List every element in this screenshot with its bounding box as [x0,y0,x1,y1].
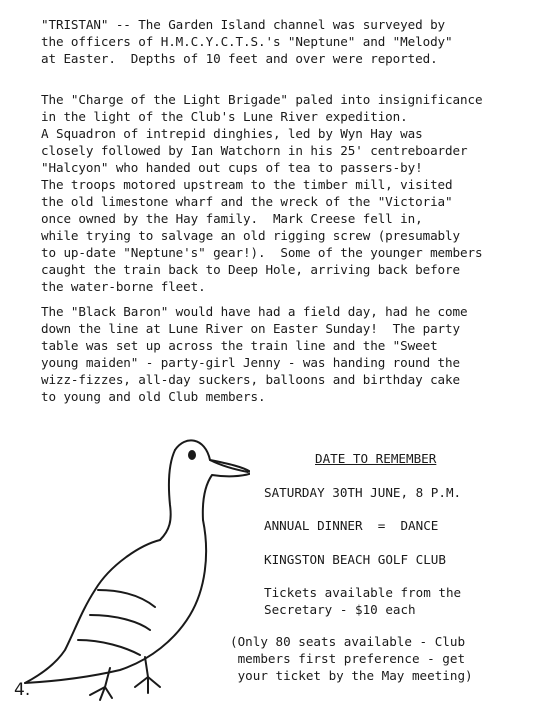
event-date: SATURDAY 30TH JUNE, 8 P.M. [264,485,462,500]
tristan-paragraph: "TRISTAN" -- The Garden Island channel was surveyed by the officers of H.M.C.Y.C.T.S.'s "Neptune" and "Melody" at Easter. Depths of 10 feet and over were reported. [41,17,453,66]
black-baron-paragraph: The "Black Baron" would have had a field day, had he come down the line at Lune River on Easter Sunday! The party table was set up across the train line and the "Sweet young maiden" - party-girl Jenny - was handing round the wizz-fizzes, all-day suckers, balloons and birthday cake to young and old Club members. [41,304,468,404]
seagull-drawing-icon [20,425,250,705]
event-description: ANNUAL DINNER = DANCE [264,518,439,533]
date-to-remember-heading: DATE TO REMEMBER [315,451,437,466]
lune-river-paragraph: The "Charge of the Light Brigade" paled into insignificance in the light of the Club's Lune River expedition. A Squadron of intrepid dinghies, led by Wyn Hay was closely followed by Ian Watchorn in his 25' centreboarder "Halcyon" who handed out cups of tea to passers-by! The troops motored upstream to the timber mill, visited the old limestone wharf and the wreck of the "Victoria" once owned by the Hay family. Mark Creese fell in, while trying to salvage an old rigging screw (presumably to up-date "Neptune's" gear!). Some of the younger members caught the train back to Deep Hole, arriving back before the water-borne fleet. [41,92,483,294]
page-number: 4. [14,680,31,700]
seating-note: (Only 80 seats available - Club members first preference - get your ticket by the May meeting) [230,634,473,683]
event-venue: KINGSTON BEACH GOLF CLUB [264,552,446,567]
ticket-info: Tickets available from the Secretary - $10 each [264,585,462,617]
